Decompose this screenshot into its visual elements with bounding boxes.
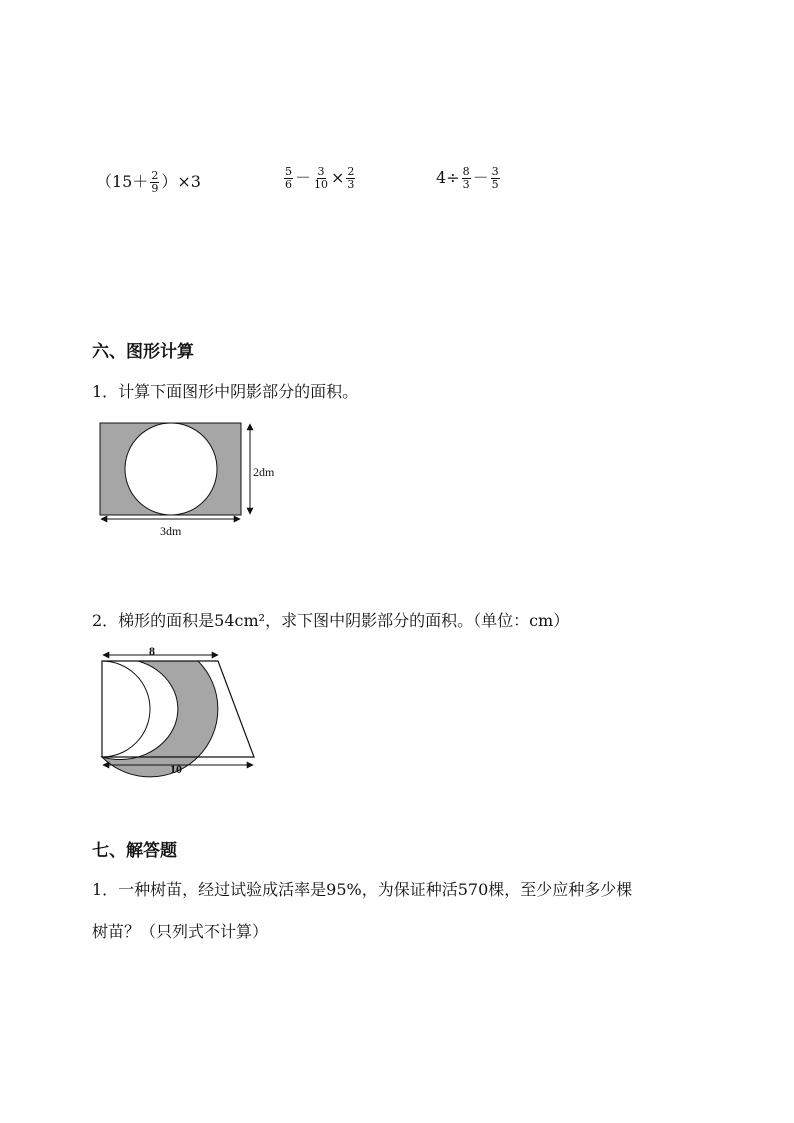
- expression-1-open: （15＋: [96, 172, 149, 192]
- operator: ×: [331, 168, 345, 188]
- expression-3-lead: 4÷: [436, 168, 460, 188]
- fraction: [313, 166, 329, 190]
- white-circle: [125, 423, 217, 515]
- operator: －: [472, 168, 489, 188]
- section-7-question-1-line-1: 1．一种树苗，经过试验成活率是95%，为保证种活570棵，至少应种多少棵: [92, 880, 633, 899]
- semicircle-arc: [102, 661, 150, 757]
- section-7-heading: 七、解答题: [92, 841, 177, 861]
- bottom-base-label: 10: [170, 762, 182, 776]
- denominator: 6: [285, 177, 292, 191]
- shaded-region: [102, 661, 218, 777]
- numerator: 2: [151, 169, 159, 182]
- numerator: 8: [462, 165, 470, 178]
- expression-1-close: ）×3: [161, 172, 201, 192]
- numerator: 3: [491, 165, 499, 178]
- fraction: [462, 166, 471, 190]
- fraction: [284, 166, 293, 190]
- figure-trapezoid: [90, 640, 270, 780]
- operator: －: [295, 168, 312, 188]
- section-6-heading: 六、图形计算: [92, 342, 194, 362]
- numerator: 5: [285, 165, 292, 178]
- section-6-question-1: 1．计算下面图形中阴影部分的面积。: [92, 382, 359, 401]
- denominator: 5: [491, 177, 499, 191]
- numerator: 3: [317, 165, 325, 178]
- section-6-question-2: 2．梯形的面积是54cm²，求下图中阴影部分的面积。（单位：cm）: [92, 611, 570, 630]
- fraction: [491, 166, 500, 190]
- expression-2: [282, 166, 357, 190]
- top-base-label: 8: [149, 644, 155, 658]
- section-7-question-1-line-2: 树苗？（只列式不计算）: [92, 922, 269, 941]
- height-label: 2dm: [253, 465, 275, 479]
- width-label: 3dm: [160, 524, 182, 538]
- denominator: 3: [347, 177, 355, 191]
- denominator: 10: [314, 177, 329, 191]
- fraction: [346, 166, 355, 190]
- expression-1: [96, 170, 201, 194]
- denominator: 3: [462, 177, 470, 191]
- denominator: 9: [151, 181, 159, 195]
- fraction: [150, 170, 159, 194]
- numerator: 2: [347, 165, 355, 178]
- expression-3: [436, 166, 502, 190]
